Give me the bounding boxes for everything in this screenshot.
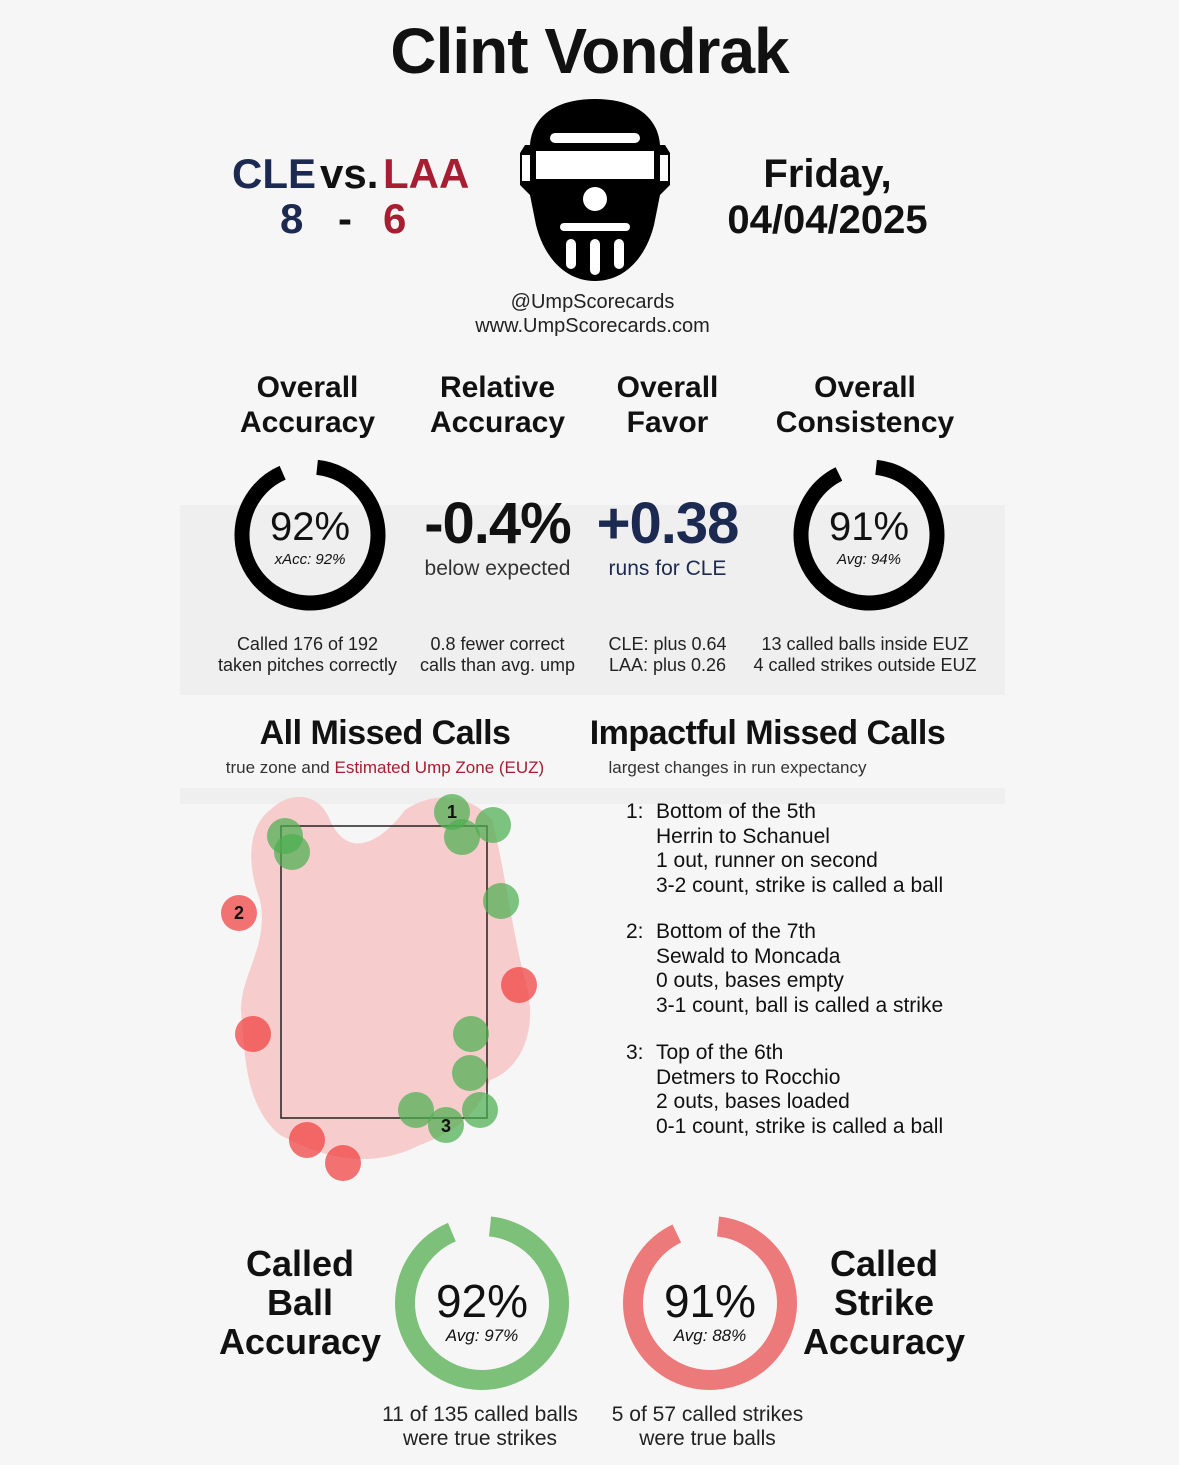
website-link[interactable]: www.UmpScorecards.com <box>475 315 710 337</box>
impactful-call-2: 2: Bottom of the 7th Sewald to Moncada 0 outs, bases empty 3-1 count, ball is called a strike <box>626 920 944 1017</box>
missed-call-marker <box>274 834 310 870</box>
overall-favor-value: +0.38 <box>596 491 739 556</box>
missed-call-marker <box>462 1092 498 1128</box>
overall-consistency-value: 91% <box>828 505 910 549</box>
missed-call-marker <box>235 1016 271 1052</box>
game-date: 04/04/2025 <box>727 198 928 242</box>
missed-call-marker <box>501 967 537 1003</box>
missed-call-marker <box>289 1122 325 1158</box>
missed-call-marker <box>483 883 519 919</box>
impactful-call-3: 3: Top of the 6th Detmers to Rocchio 2 outs, bases loaded 0-1 count, strike is called a ball <box>626 1041 944 1138</box>
missed-calls-plot <box>200 780 560 1200</box>
overall-accuracy-xacc: xAcc: 92% <box>274 551 346 568</box>
overall-consistency-heading: Overall Consistency <box>775 371 955 439</box>
umpire-name: Clint Vondrak <box>390 15 789 87</box>
away-score: 8 <box>280 195 304 242</box>
missed-call-marker <box>444 819 480 855</box>
missed-call-marker <box>453 1016 489 1052</box>
called-strike-value: 91% <box>663 1275 757 1327</box>
social-handle[interactable]: @UmpScorecards <box>510 291 675 313</box>
vs-label: vs. <box>320 150 379 197</box>
impactful-call-1: 1: Bottom of the 5th Herrin to Schanuel 1 out, runner on second 3-2 count, strike is called a ball <box>626 800 944 897</box>
score-separator: - <box>338 195 352 242</box>
called-strike-avg: Avg: 88% <box>673 1326 747 1345</box>
overall-consistency-foot: 13 called balls inside EUZ 4 called strikes outside EUZ <box>753 634 977 675</box>
all-missed-calls-heading: All Missed Calls <box>259 714 511 752</box>
called-ball-value: 92% <box>435 1275 529 1327</box>
marker-label-3: 3 <box>440 1116 452 1136</box>
game-day: Friday, <box>763 152 892 196</box>
overall-favor-sub: runs for CLE <box>608 557 727 580</box>
overall-favor-heading: Overall Favor <box>616 371 719 439</box>
relative-accuracy-foot: 0.8 fewer correct calls than avg. ump <box>419 634 576 675</box>
marker-label-1: 1 <box>446 802 458 822</box>
all-missed-calls-sub: true zone and Estimated Ump Zone (EUZ) <box>225 758 545 777</box>
missed-call-marker <box>452 1055 488 1091</box>
away-team: CLE <box>232 150 316 197</box>
called-ball-avg: Avg: 97% <box>445 1326 519 1345</box>
overall-accuracy-value: 92% <box>269 505 351 549</box>
relative-accuracy-sub: below expected <box>424 557 571 580</box>
marker-label-2: 2 <box>233 903 245 923</box>
overall-accuracy-foot: Called 176 of 192 taken pitches correctly <box>217 634 398 675</box>
called-strike-heading: Called Strike Accuracy <box>802 1243 966 1362</box>
home-team: LAA <box>383 150 470 197</box>
impactful-missed-calls-sub: largest changes in run expectancy <box>608 758 867 777</box>
overall-favor-foot: CLE: plus 0.64 LAA: plus 0.26 <box>608 634 727 675</box>
home-score: 6 <box>383 195 407 242</box>
called-ball-foot: 11 of 135 called balls were true strikes <box>382 1403 578 1450</box>
missed-call-marker <box>325 1145 361 1181</box>
impactful-missed-calls-heading: Impactful Missed Calls <box>589 714 946 752</box>
called-strike-foot: 5 of 57 called strikes were true balls <box>611 1403 804 1450</box>
relative-accuracy-heading: Relative Accuracy <box>429 371 566 439</box>
overall-accuracy-heading: Overall Accuracy <box>239 371 376 439</box>
umpire-mask-icon <box>510 95 680 285</box>
overall-consistency-avg: Avg: 94% <box>837 551 901 568</box>
called-ball-heading: Called Ball Accuracy <box>218 1243 382 1362</box>
relative-accuracy-value: -0.4% <box>424 491 571 556</box>
missed-call-marker <box>475 807 511 843</box>
